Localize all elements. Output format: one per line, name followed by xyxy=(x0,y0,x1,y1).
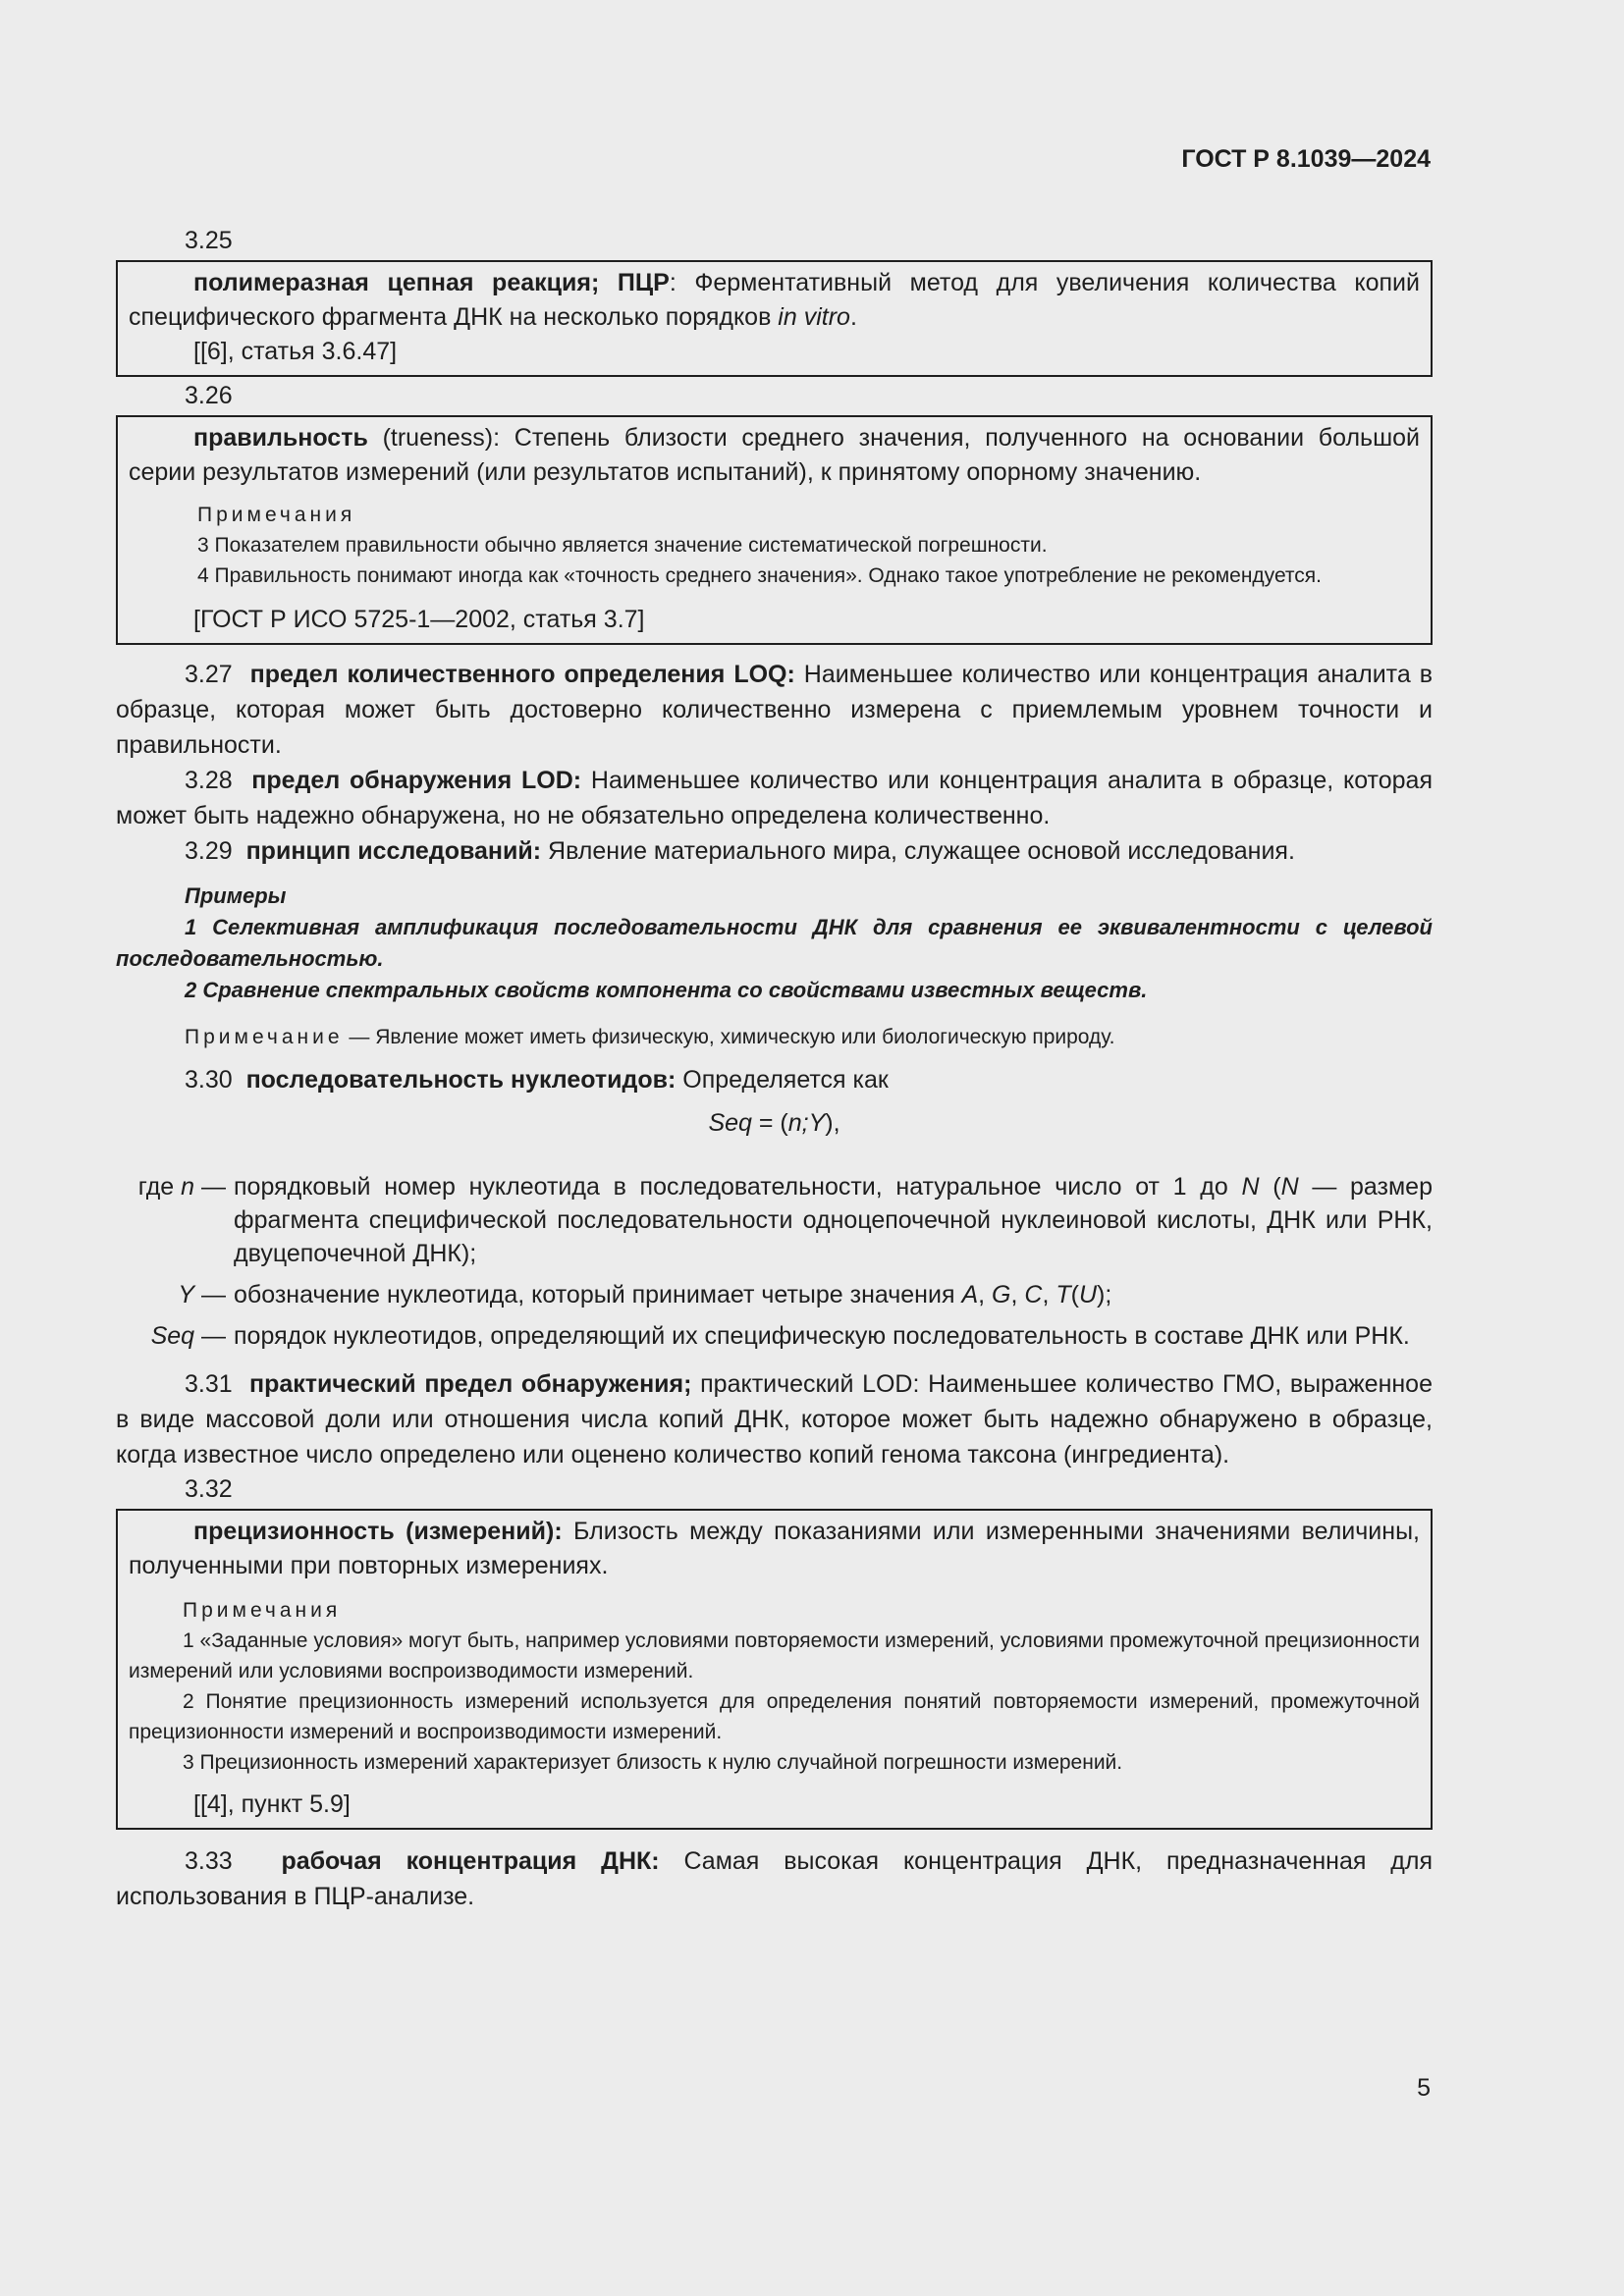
term-name: предел количественного определения LOQ: xyxy=(249,661,795,688)
term-3-33: 3.33 рабочая концентрация ДНК: Самая высокая концентрация ДНК, предназначенная для использования в ПЦР-анализе. xyxy=(116,1847,1433,1910)
examples-title: Примеры xyxy=(185,883,287,908)
term-3-29: 3.29 принцип исследований: Явление материального мира, служащее основой исследования. xyxy=(185,837,1295,865)
page-number: 5 xyxy=(1417,2074,1431,2102)
term-name: предел обнаружения LOD: xyxy=(251,767,582,794)
term-name: последовательность нуклеотидов: xyxy=(245,1066,677,1094)
notes-title: Примечания xyxy=(197,504,356,526)
note: 2 Понятие прецизионность измерений используется для определения понятий повторяемости измерений, промежуточной прецизионности измерений и воспроизводимости измерений. xyxy=(129,1690,1420,1743)
note: 3 Прецизионность измерений характеризует близость к нулю случайной погрешности измерений. xyxy=(183,1751,1123,1774)
term-3-27: 3.27 предел количественного определения LOQ: Наименьшее количество или концентрация аналита в образце, которая может быть достоверно количественно измерена с приемлемым уровнем точности и правильности. xyxy=(116,661,1433,759)
document-id: ГОСТ Р 8.1039—2024 xyxy=(1181,145,1431,173)
term-number: 3.25 xyxy=(185,227,233,254)
term-3-30: 3.30 последовательность нуклеотидов: Определяется как xyxy=(185,1066,889,1094)
formula: Seq = (n;Y), xyxy=(708,1109,840,1137)
term-reference: [ГОСТ Р ИСО 5725-1—2002, статья 3.7] xyxy=(193,606,645,633)
formula-legend xyxy=(116,1170,1433,1353)
term-number: 3.26 xyxy=(185,382,233,409)
example: 1 Селективная амплификация последовательности ДНК для сравнения ее эквивалентности с целевой последовательностью. xyxy=(116,915,1433,971)
term-3-31: 3.31 практический предел обнаружения; практический LOD: Наименьшее количество ГМО, выраженное в виде массовой доли или отношения числа копий ДНК, которое может быть надежно обнаружено в образце, когда известное число определено или оценено количество копий генома таксона (ингредиента). xyxy=(116,1370,1433,1468)
legend-key: Y — xyxy=(178,1281,226,1308)
term-name: принцип исследований: xyxy=(245,837,542,865)
term-number: 3.32 xyxy=(185,1475,233,1503)
note: 1 «Заданные условия» могут быть, например условиями повторяемости измерений, условиями промежуточной прецизионности измерений или условиями воспроизводимости измерений. xyxy=(129,1629,1420,1682)
legend-key: Seq — xyxy=(150,1322,226,1350)
term-name: прецизионность (измерений): xyxy=(193,1518,563,1545)
term-definition: полимеразная цепная реакция; ПЦР: Ферментативный метод для увеличения количества копий специфического фрагмента ДНК на несколько порядков in vitro. xyxy=(129,269,1420,331)
legend-key: где n — xyxy=(137,1173,226,1201)
document-body xyxy=(116,224,1433,1914)
term-name: полимеразная цепная реакция; ПЦР xyxy=(193,269,670,296)
legend-text: порядок нуклеотидов, определяющий их специфическую последовательность в составе ДНК или РНК. xyxy=(234,1322,1410,1350)
term-reference: [[4], пункт 5.9] xyxy=(193,1790,351,1818)
term-name: практический предел обнаружения; xyxy=(249,1370,692,1398)
example: 2 Сравнение спектральных свойств компонента со свойствами известных веществ. xyxy=(185,978,1148,1002)
note: Примечание — Явление может иметь физическую, химическую или биологическую природу. xyxy=(185,1026,1115,1048)
notes-title: Примечания xyxy=(183,1599,342,1622)
term-box-3-32 xyxy=(116,1509,1433,1830)
term-definition: правильность (trueness): Степень близости среднего значения, полученного на основании большой серии результатов измерений (или результатов испытаний), к принятому опорному значению. xyxy=(129,424,1420,486)
term-reference: [[6], статья 3.6.47] xyxy=(193,338,398,365)
legend-text: порядковый номер нуклеотида в последовательности, натуральное число от 1 до N (N — размер фрагмента специфической последовательности одноцепочечной нуклеиновой кислоты, ДНК или РНК, двуцепочечной ДНК); xyxy=(234,1173,1433,1267)
term-name: правильность xyxy=(193,424,368,452)
note: 4 Правильность понимают иногда как «точность среднего значения». Однако такое употребление не рекомендуется. xyxy=(197,564,1323,587)
term-box-3-25 xyxy=(116,260,1433,377)
term-box-3-26 xyxy=(116,415,1433,645)
term-3-28: 3.28 предел обнаружения LOD: Наименьшее количество или концентрация аналита в образце, которая может быть надежно обнаружена, но не обязательно определена количественно. xyxy=(116,767,1433,829)
note: 3 Показателем правильности обычно является значение систематической погрешности. xyxy=(197,534,1048,557)
legend-text: обозначение нуклеотида, который принимает четыре значения A, G, C, T(U); xyxy=(234,1281,1112,1308)
term-definition: прецизионность (измерений): Близость между показаниями или измеренными значениями величины, полученными при повторных измерениях. xyxy=(129,1518,1420,1579)
term-name: рабочая концентрация ДНК: xyxy=(281,1847,660,1875)
